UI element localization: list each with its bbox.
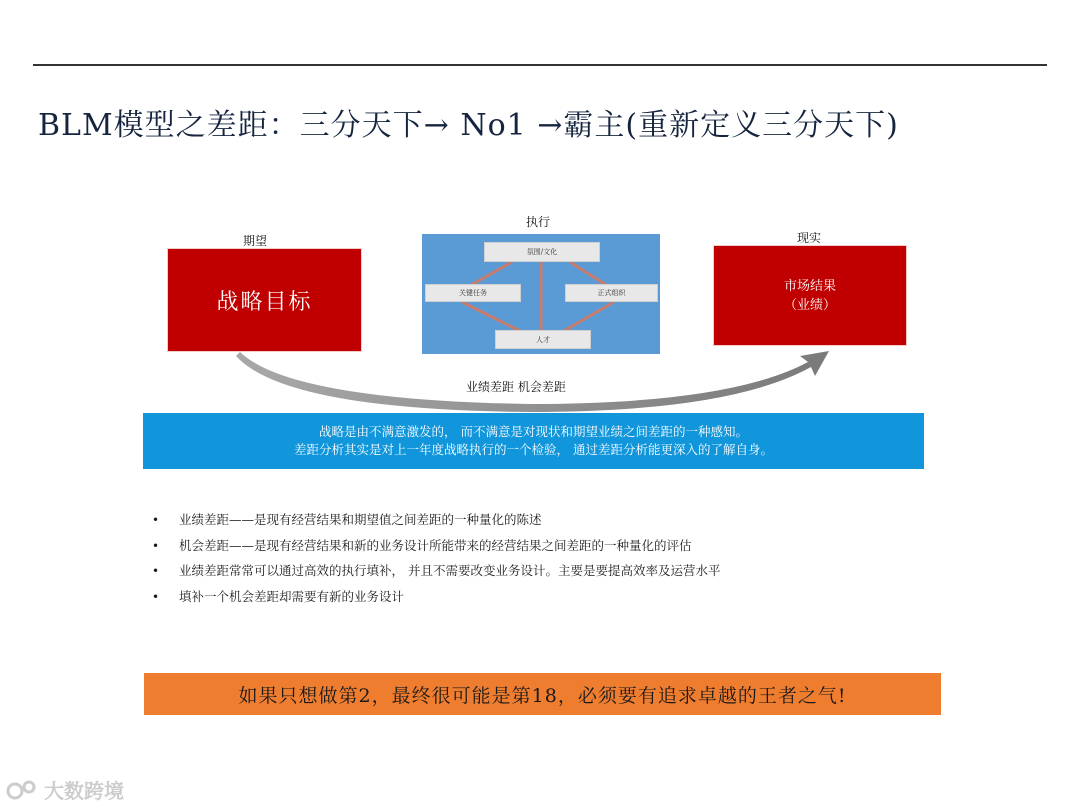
exec-node-culture-text: 氛围/文化 — [526, 248, 558, 256]
list-item — [152, 536, 720, 562]
list-item — [152, 587, 720, 613]
exec-node-talent-text: 人才 — [536, 335, 550, 344]
slide-title: BLM模型之差距：三分天下→ No1 →霸主(重新定义三分天下) — [38, 108, 899, 143]
strategy-insight-banner — [143, 413, 924, 469]
list-item-text: 填补一个机会差距却需要有新的业务设计 — [179, 588, 405, 604]
logo-icon — [6, 778, 40, 802]
list-item-text: 业绩差距常常可以通过高效的执行填补， 并且不需要改变业务设计。主要是要提高效率及运营水平 — [179, 563, 721, 578]
strategy-goal-text: 战略目标 — [216, 289, 313, 315]
list-item — [152, 561, 720, 587]
list-item-text: 机会差距——是现有经营结果和新的业务设计所能带来的经营结果之间差距的一种量化的评估 — [179, 537, 692, 553]
excellence-banner-text: 如果只想做第2，最终很可能是第18，必须要有追求卓越的王者之气! — [238, 684, 847, 707]
excellence-banner — [144, 673, 941, 715]
bullet-icon: • — [152, 564, 160, 578]
bullet-icon: • — [152, 513, 160, 527]
watermark — [6, 775, 124, 804]
bullet-icon: • — [152, 538, 160, 553]
watermark-text: 大数跨境 — [44, 779, 124, 803]
banner-line-2: 差距分析其实是对上一年度战略执行的一个检验， 通过差距分析能更深入的了解自身。 — [294, 442, 773, 457]
market-result-line2: （业绩） — [783, 297, 836, 313]
reality-label: 现实 — [797, 231, 822, 245]
execution-label: 执行 — [526, 215, 551, 229]
market-result-line1: 市场结果 — [783, 278, 836, 294]
exec-node-key-tasks-text: 关键任务 — [459, 289, 487, 297]
list-item — [152, 510, 720, 536]
expectation-label: 期望 — [243, 234, 268, 248]
gap-label: 业绩差距 机会差距 — [466, 380, 566, 394]
banner-line-1: 战略是由不满意激发的， 而不满意是对现状和期望业绩之间差距的一种感知。 — [319, 424, 748, 439]
list-item-text: 业绩差距——是现有经营结果和期望值之间差距的一种量化的陈述 — [179, 512, 542, 527]
exec-node-formal-org-text: 正式组织 — [597, 289, 626, 297]
bullet-icon: • — [152, 589, 160, 604]
gap-definitions-list — [152, 510, 720, 612]
